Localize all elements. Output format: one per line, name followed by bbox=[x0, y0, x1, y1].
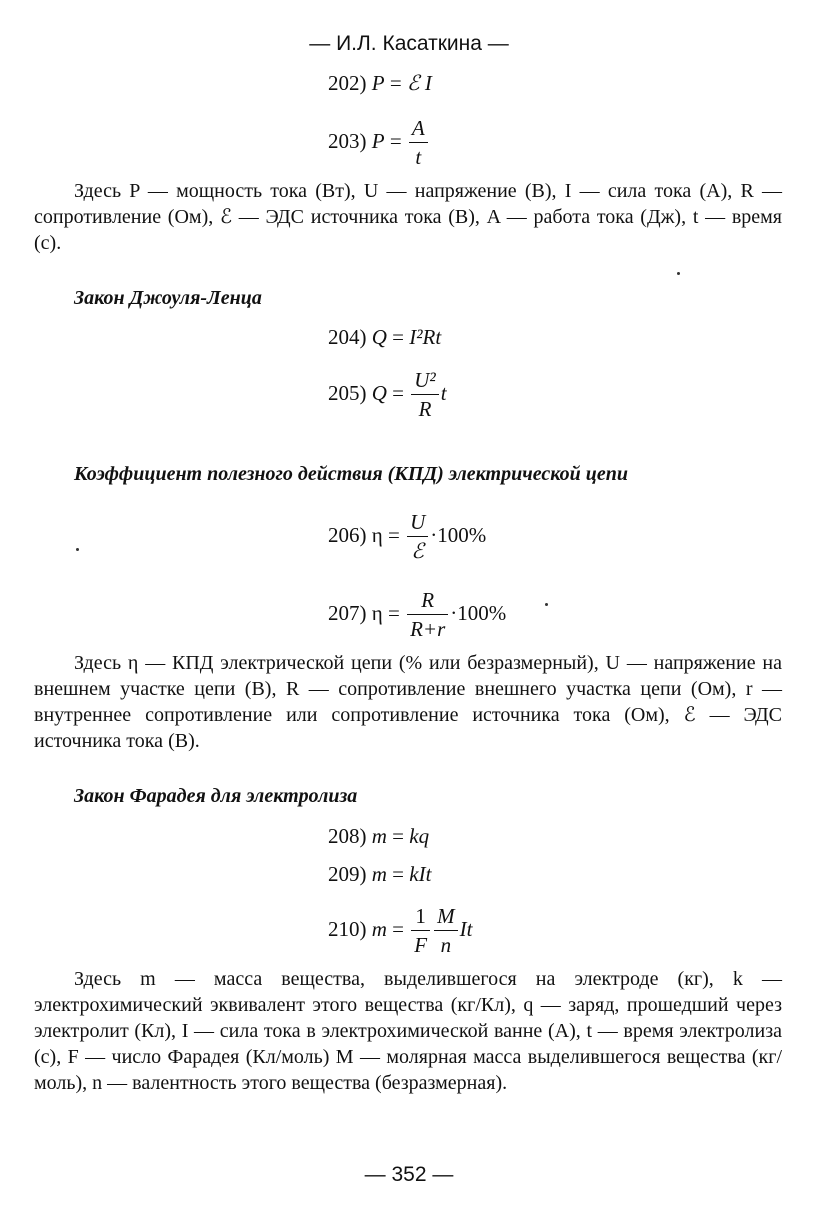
formula-number: 205) bbox=[328, 380, 367, 405]
formula-tail: ·100% bbox=[450, 600, 507, 625]
fraction bbox=[407, 512, 428, 562]
formula-lhs: Q bbox=[371, 380, 387, 405]
formula-lhs: P bbox=[371, 128, 385, 153]
formula-number: 203) bbox=[328, 128, 367, 153]
scan-speck bbox=[76, 548, 79, 551]
paragraph-faraday-legend: Здесь m — масса вещества, выделившегося на электроде (кг), k — электрохимический эквивалент этого вещества (кг/Кл), q — заряд, прошедший через электролит (Кл), I — сила тока в электрохимической ванне (А), t — время электролиза (с), F — число Фарадея (Кл/моль) M — молярная масса выделившегося вещества (кг/моль), n — валентность этого вещества (безразмерная). bbox=[34, 968, 782, 1094]
fraction-numerator: M bbox=[434, 906, 458, 931]
formula-number: 210) bbox=[328, 916, 367, 941]
fraction-denominator: R+r bbox=[410, 617, 446, 641]
formula-lhs: η bbox=[371, 600, 383, 625]
formula-lhs: P bbox=[371, 71, 385, 95]
formula-209: 209) m = kIt bbox=[328, 862, 432, 886]
formula-lhs: m bbox=[371, 916, 387, 941]
formula-tail: ·100% bbox=[430, 522, 487, 547]
page-number: — 352 — bbox=[364, 1163, 454, 1186]
formula-rhs: I²Rt bbox=[409, 325, 442, 349]
formula-number: 207) bbox=[328, 600, 367, 625]
formula-lhs: m bbox=[371, 824, 387, 848]
formula-number: 202) bbox=[328, 71, 367, 95]
paragraph-efficiency-legend: Здесь η — КПД электрической цепи (% или безразмерный), U — напряжение на внешнем участке цепи (В), R — сопротивление внешнего участка цепи (Ом), r — внутреннее сопротивление или сопротивление источника тока (Ом), ℰ — ЭДС источника тока (В). bbox=[34, 652, 782, 752]
formula-rhs: kq bbox=[409, 824, 430, 848]
fraction-numerator: 1 bbox=[411, 906, 430, 931]
fraction-denominator: R bbox=[418, 397, 432, 421]
fraction-denominator: F bbox=[414, 933, 428, 957]
formula-lhs: η bbox=[371, 522, 383, 547]
fraction-denominator: n bbox=[440, 933, 452, 957]
formula-210: 210) m = $\frac{1}{F}$ $\frac{M}{n}$ It bbox=[328, 904, 473, 957]
formula-tail: t bbox=[440, 380, 447, 405]
fraction-numerator: R bbox=[407, 590, 448, 615]
fraction bbox=[434, 906, 458, 956]
fraction bbox=[407, 590, 448, 640]
formula-204: 204) Q = I²Rt bbox=[328, 325, 442, 349]
paragraph-power-legend: Здесь P — мощность тока (Вт), U — напряжение (В), I — сила тока (А), R — сопротивление (Ом), ℰ — ЭДС источника тока (В), A — работа тока (Дж), t — время (с). bbox=[34, 180, 782, 254]
fraction-denominator: ℰ bbox=[411, 539, 425, 563]
formula-number: 204) bbox=[328, 325, 367, 349]
heading-faraday: Закон Фарадея для электролиза bbox=[74, 785, 358, 807]
formula-rhs: kIt bbox=[409, 862, 432, 886]
fraction-numerator: U bbox=[407, 512, 428, 537]
formula-206: 206) η = $\frac{U}{\text{ℰ}}$ ·100% bbox=[328, 510, 487, 563]
fraction bbox=[409, 118, 428, 168]
formula-207: 207) η = $\frac{R}{R+r}$ ·100% bbox=[328, 588, 507, 641]
formula-lhs: m bbox=[371, 862, 387, 886]
fraction bbox=[411, 370, 438, 420]
formula-203: 203) P = $\frac{A}{t}$ bbox=[328, 118, 430, 168]
formula-tail: It bbox=[459, 916, 473, 941]
formula-208: 208) m = kq bbox=[328, 824, 430, 848]
fraction bbox=[411, 906, 430, 956]
fraction-numerator: A bbox=[409, 118, 428, 143]
formula-205: 205) Q = $\frac{\text{U²}}{R}$ t bbox=[328, 368, 447, 421]
running-header: — И.Л. Касаткина — bbox=[309, 32, 509, 55]
heading-efficiency: Коэффициент полезного действия (КПД) электрической цепи bbox=[74, 463, 628, 485]
scan-speck bbox=[677, 272, 680, 275]
formula-rhs: ℰ I bbox=[406, 71, 432, 95]
formula-lhs: Q bbox=[371, 325, 387, 349]
formula-number: 209) bbox=[328, 862, 367, 886]
fraction-numerator: U² bbox=[411, 370, 438, 395]
heading-joule-lenz: Закон Джоуля-Ленца bbox=[74, 287, 262, 309]
fraction-denominator: t bbox=[415, 145, 422, 169]
scan-speck bbox=[545, 603, 548, 606]
formula-number: 206) bbox=[328, 522, 367, 547]
formula-number: 208) bbox=[328, 824, 367, 848]
formula-202: 202) P = ℰ I bbox=[328, 71, 432, 95]
